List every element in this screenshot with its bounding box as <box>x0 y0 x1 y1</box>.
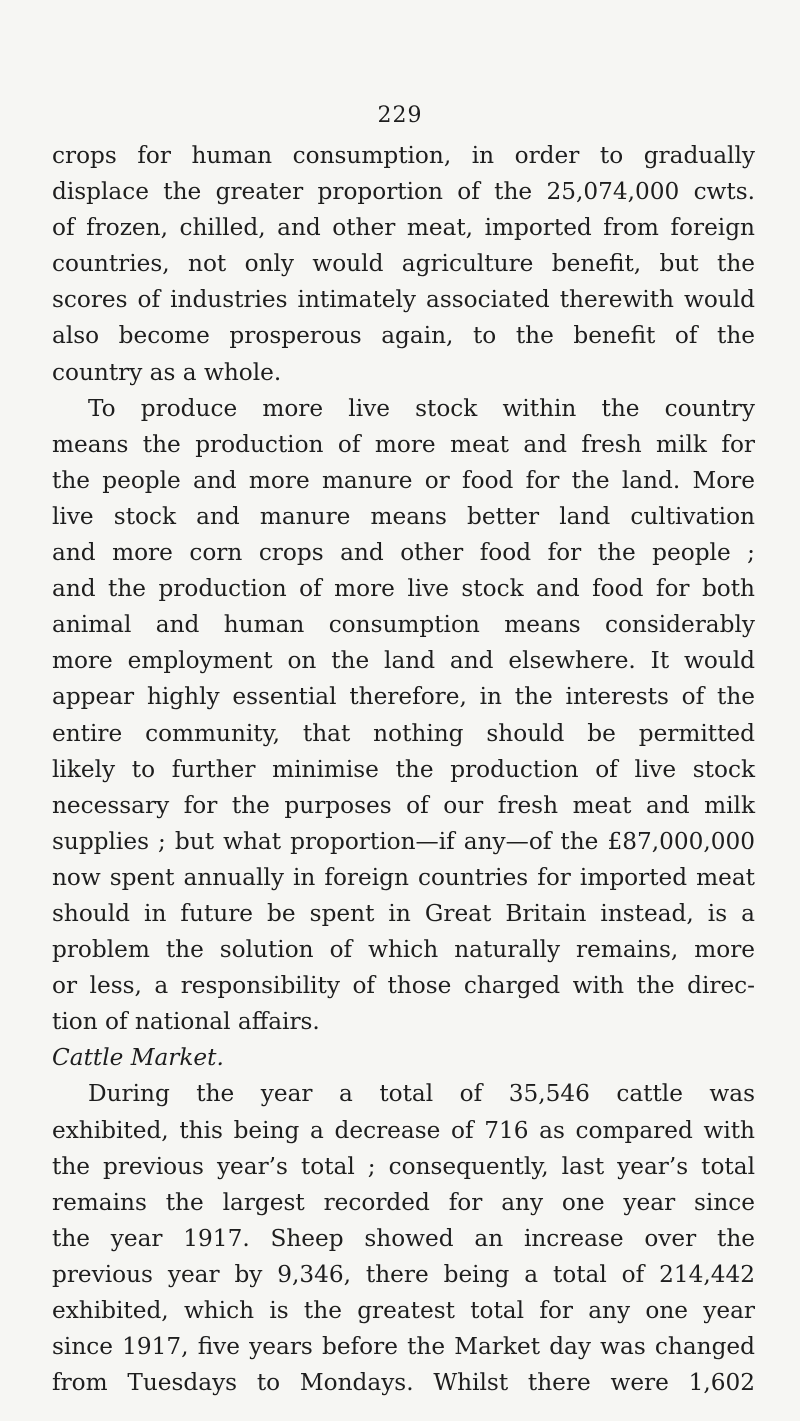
text-line: means the production of more meat and fresh milk for <box>52 430 755 458</box>
text-line: problem the solution of which naturally remains, more <box>52 936 755 964</box>
text-line: exhibited, this being a decrease of 716 as compared with <box>52 1116 755 1144</box>
text-line: appear highly essential therefore, in the interests of the <box>52 683 755 711</box>
text-line: from Tuesdays to Mondays. Whilst there were 1,602 <box>52 1369 755 1397</box>
text-line: live stock and manure means better land cultivation <box>52 502 755 530</box>
text-line: also become prosperous again, to the benefit of the <box>52 322 755 350</box>
text-line: countries, not only would agriculture benefit, but the <box>52 250 755 278</box>
text-line: scores of industries intimately associated therewith would <box>52 286 755 314</box>
text-line: exhibited, which is the greatest total for any one year <box>52 1297 755 1324</box>
text-line: since 1917, five years before the Market day was changed <box>52 1333 755 1361</box>
text-line: should in future be spent in Great Britain instead, is a <box>52 899 755 927</box>
text-line: tion of national affairs. <box>52 1008 320 1036</box>
page-number: 229 <box>377 103 423 128</box>
text-line: the people and more manure or food for the land. More <box>52 466 755 494</box>
text-line: of frozen, chilled, and other meat, imported from foreign <box>52 214 755 242</box>
text-line: displace the greater proportion of the 25,074,000 cwts. <box>52 178 755 206</box>
text-line: likely to further minimise the production of live stock <box>52 755 755 783</box>
text-line: supplies ; but what proportion—if any—of the £87,000,000 <box>52 827 755 855</box>
text-line: country as a whole. <box>52 358 282 386</box>
text-line: and more corn crops and other food for the people ; <box>52 539 755 567</box>
text-line: During the year a total of 35,546 cattle was <box>88 1080 755 1108</box>
text-line: or less, a responsibility of those charged with the direc- <box>52 972 755 1000</box>
text-line: now spent annually in foreign countries for imported meat <box>52 863 755 891</box>
text-line: remains the largest recorded for any one year since <box>52 1188 755 1216</box>
text-line: more employment on the land and elsewhere. It would <box>52 647 755 675</box>
text-line: previous year by 9,346, there being a total of 214,442 <box>52 1260 755 1288</box>
section-heading: Cattle Market. <box>52 1044 224 1072</box>
text-line: the previous year’s total ; consequently, last year’s total <box>52 1152 755 1180</box>
text-line: necessary for the purposes of our fresh meat and milk <box>52 791 755 819</box>
text-line: To produce more live stock within the country <box>88 394 755 422</box>
text-line: entire community, that nothing should be permitted <box>52 719 755 747</box>
text-line: and the production of more live stock and food for both <box>52 575 755 603</box>
text-line: animal and human consumption means considerably <box>52 611 755 639</box>
text-line: the year 1917. Sheep showed an increase over the <box>52 1224 755 1252</box>
paragraph-intro <box>52 138 755 1401</box>
text-line: crops for human consumption, in order to gradually <box>52 142 755 169</box>
